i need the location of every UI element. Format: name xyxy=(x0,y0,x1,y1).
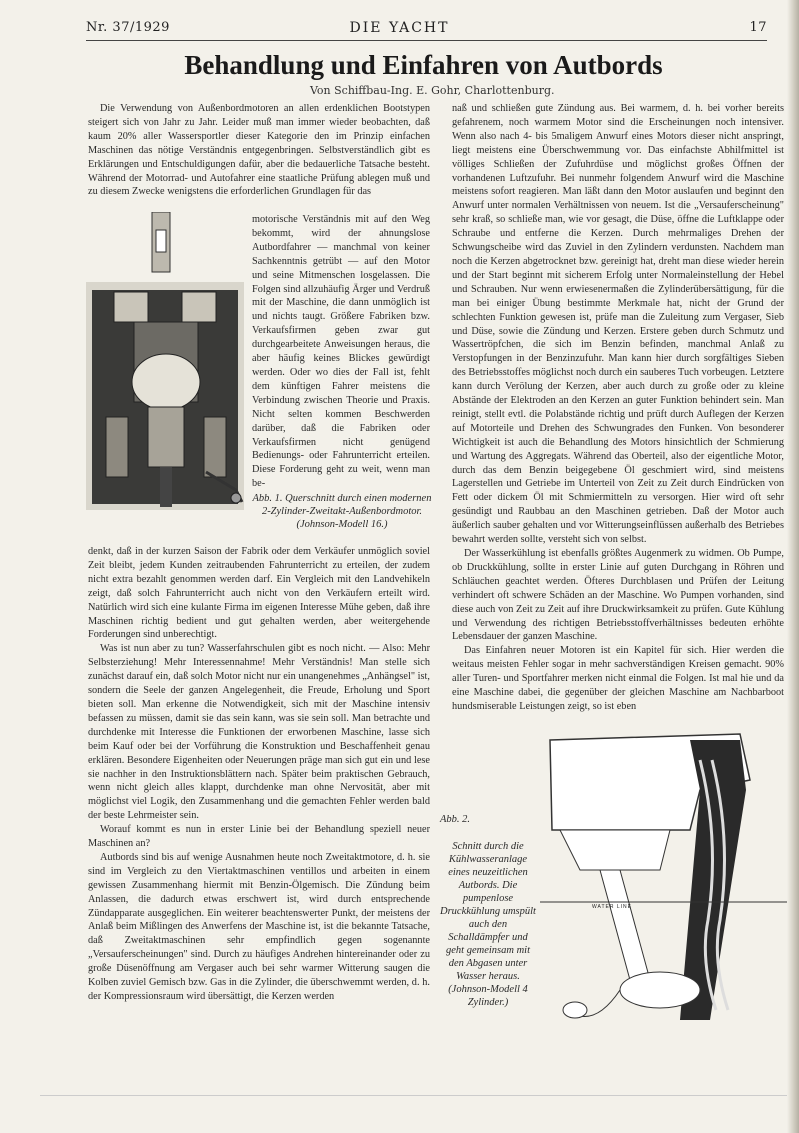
paragraph: Was ist nun aber zu tun? Wasserfahrschulen gibt es noch nicht. — Also: Mehr Selbsterziehung! Mehr Interessennahme! Mehr Verständnis! Man stelle sich zunächst darauf ein, daß solch Motor nicht nur ein unangenehmes „Anhängsel" ist, sondern die Seele der ganzen Angelegenheit, die Freude, Erholung und Sport bieten soll. Man erkenne die Notwendigkeit, sich mit der Maschine intensiv befassen zu müssen, damit sie das sein kann, was sie sein soll. Man betrachte und durchdenke mit Interesse die Funktionen der erworbenen Maschine, lasse sich beim Kauf oder bei der Vorführung die Konstruktion und Beschaffenheit genau erklären. Besondere Eigenheiten oder Neuerungen präge man sich gut ein und lese sie nachher in den Instruktionsblättern nach. Später beim praktischen Gebrauch, wenn nicht gleich alles klappt, durchdenke man ohne Nervosität, aber mit möglichst viel Logik, den Zusammenhang und die gemachten Fehler werden bald der beste Lehrmeister sein. xyxy=(88,643,430,822)
paragraph: naß und schließen gute Zündung aus. Bei warmem, d. h. bei vorher bereits gefahrenem, noch warmem Motor sind die Erscheinungen noch intensiver. Wenn also nach 4- bis 5maligem Anwurf eines Motors dieser nicht anspringt, liegt meistens eine Überschwemmung vor. Das einfachste Abhilfmittel ist völliges Schließen der Zufuhrdüse und möglichst großes Öffnen der vorhandenen Luftzufuhr. Bei nunmehr folgendem Anwurf wird die Maschine meistens sofort reagieren. Man läßt dann den Motor auslaufen und beginnt den Anwurf unter normalen Verhältnissen von neuem. Ist die „Versauferscheinung" sehr kraß, so schließe man, wie vor gesagt, die Düse, öffne die Luftklappe oder Schraube und entferne die Kerzen. Durch mehrmaliges Drehen der Schwungscheibe wird das Zuviel in den Zylindern verdunsten. Nachdem man noch die Kerzen abgetrocknet bzw. gereinigt hat, dreht man diese wieder herein und der Start beginnt mit sicherem Erfolg unter Normaleinstellung der Hebel und Schrauben. Nur wenn erwiesenermaßen die Zylinderübersättigung, für die man bei einiger Übung bestimmte Merkmale hat, nicht der Grund der schlechten Funktion gewesen ist, prüfe man die Zuleitung zum Vergaser, Sieb und Düse, sowie die Zündung und Kerzen. Erstere geben durch Schmutz und Wassertröpfchen, die sich im Benzin befinden, manchmal Anlaß zu Verstopfungen in der Benzinzufuhr. Man kann hier durch sorgfältiges Sieben des Betriebsstoffes möglichst noch durch ein sauberes Tuch vorbeugen. Letztere kann durch Verölung der Kerzen, aber auch durch zu große oder zu kleine Abstände der Elektroden an den Kerzen an guter Funktion behindert sein. Man reinigt, stellt evtl. die Polabstände richtig und prüft durch Auflegen der Kerzen auf Motorteile und Drehen des Schwungrades den Funken. Von besonderer Wichtigkeit ist auch die Behandlung des Motors hinsichtlich der Schmierung und Wartung des Aggregats. Während das Oberteil, also der eigentliche Motor, durch das dem Benzin beigegebene Öl geschmiert wird, sind meistens Lagerstellen und Getriebe im Unterteil von Zeit zu Zeit durch Eindrücken von Fett oder dickem Öl mit Schmiermitteln zu versorgen. Hier wird oft sehr gesündigt und Raubbau an den Maschinen getrieben. Daß der Motor auch äußerlich sauber gehalten und vor Witterungseinflüssen außerhalb des Betriebes bewahrt werden sollte, versteht sich von selbst. xyxy=(452,103,784,546)
issue-number: Nr. 37/1929 xyxy=(86,20,170,35)
paragraph: Autbords sind bis auf wenige Ausnahmen heute noch Zweitaktmotore, d. h. sie sind im Vergleich zu den Viertaktmaschinen ventillos und arbeiten in einem gewissen Zusammenhang hiermit mit Benzin-Ölgemisch. Die Zündung beim Anlassen, die dadurch etwas erschwert ist, wird durch entsprechende Zündapparate ausgeglichen. Ein weiterer beachtenswerter Punkt, der meistens der Anlaß beim Mißlingen des Anwerfens der Maschine ist, ist die bekannte Tatsache, daß Zweitaktmaschinen sehr empfindlich gegen sogenannte „Versauferscheinungen" sind. Durch zu häufiges Andrehen hintereinander oder zu große Düsenöffnung am Vergaser auch bei sehr warmer Witterung saugen die Kolben zuviel Gemisch bzw. Gas in die Zylinder, die überschwemmt werden, d. h. der Kompressionsraum wird übersättigt, die Kerzen werden xyxy=(88,851,430,1002)
figure-1-engine-cross-section xyxy=(86,212,246,520)
column-left-beside-figure xyxy=(252,213,430,491)
page-bottom-rule xyxy=(40,1095,799,1096)
header-rule xyxy=(86,40,767,41)
page-edge-shadow xyxy=(787,0,799,1133)
page-number: 17 xyxy=(749,20,767,35)
figure-2-cooling-system xyxy=(540,720,790,1026)
paragraph: motorische Verständnis mit auf den Weg bekommt, wird der ahnungslose Autbordfahrer — manchmal von keiner Sachkenntnis getrübt — auf den Motor und seine Mitmenschen losgelassen. Die Folgen sind allzuhäufig Ärger und Verdruß mit der Maschine, die dann unmöglich ist und nichts taugt. Größere Fabriken bzw. Verkaufsfirmen geben zwar gut durchgearbeitete Anweisungen heraus, die aber häufig keines Blickes gewürdigt werden. Oder wo dies der Fall ist, fehlt dem künftigen Fahrer meistens die Verbindung zwischen Theorie und Praxis. Nicht selten kommen Beschwerden darüber, daß die Fabriken oder Verkaufsfirmen nicht genügend Bedienungs- oder Fahrunterricht erteilen. Diese Forderung geht zu weit, wenn man be- xyxy=(252,214,430,490)
paragraph: Das Einfahren neuer Motoren ist ein Kapitel für sich. Hier werden die weitaus meisten Fehler sogar in mehr sachverständigen Kreisen gemacht. 90% aller Turen- und Sportfahrer merken nicht einmal die Folgen. Ist mal hie und da eine Maschine dabei, die gegenüber der gleichen Maschine am Nachbarboot hundsmiserable Leistungen zeigt, so ist eben xyxy=(452,645,784,712)
engine-cross-section-drawing xyxy=(86,212,246,520)
paragraph: Die Verwendung von Außenbordmotoren an allen erdenklichen Bootstypen steigert sich von Jahr zu Jahr. Leider muß man immer wieder beobachten, daß kaum 20% aller Wassersportler dieser Kategorie den im Prinzip einfachen Maschinen das nötige Verständnis entgegenbringen. Selbstverständlich gibt es Erklärungen und Entschuldigungen dafür, aber die bedauerliche Tatsache besteht. Während der Motorrad- und Autofahrer eine staatliche Prüfung ablegen muß und zu diesem Zwecke wenigstens die erforderlichen Grundlagen für das xyxy=(88,103,430,198)
water-line-label: WATER LINE xyxy=(592,904,633,910)
figure-1-caption: Abb. 1. Querschnitt durch einen modernen 2-Zylinder-Zweitakt-Außenbordmotor. (Johnson-Modell 16.) xyxy=(252,493,432,530)
article-title: Behandlung und Einfahren von Autbords xyxy=(184,50,663,80)
cooling-system-drawing xyxy=(540,720,790,1026)
magazine-title: DIE YACHT xyxy=(349,20,450,36)
figure-2-caption: Schnitt durch die Kühlwasseranlage eines neuzeitlichen Autbords. Die pumpenlose Druckkühlung umspült auch den Schalldämpfer und geht gemeinsam mit den Abgasen unter Wasser heraus. (Johnson-Modell 4 Zylinder.) xyxy=(440,841,536,1008)
figure-2-caption-label: Abb. 2. xyxy=(440,814,471,825)
column-left-top xyxy=(88,102,430,199)
column-left-bottom xyxy=(88,545,430,1004)
paragraph: denkt, daß in der kurzen Saison der Fabrik oder dem Verkäufer unmöglich soviel Zeit bleibt, jedem Kunden zeitraubenden Fahrunterricht zu erteilen, der zudem nicht extra bezahlt genommen werden darf. Ein Vergleich mit den Landvehikeln zeigt, daß solch Fahrunterricht auch nicht von den Verkäufern erteilt wird. Natürlich wird sich eine kulante Firma im eigenen Interesse Mühe geben, daß ihre Maschinen richtig bedient und gut gehalten werden, aber weitergehende Forderungen sind unberechtigt. xyxy=(88,546,430,641)
paragraph: Worauf kommt es nun in erster Linie bei der Behandlung speziell neuer Maschinen an? xyxy=(88,824,430,850)
paragraph: Der Wasserkühlung ist ebenfalls größtes Augenmerk zu widmen. Ob Pumpe, ob Druckkühlung, sollte in erster Linie auf guten Durchgang in Röhren und Schläuchen geachtet werden. Öfteres Durchblasen und Prüfen der Leitung verhindert oft schwere Schäden an der Maschine. Wo Pumpen vorhanden, sind diese auch von Zeit zu Zeit auf ihre Druckwirksamkeit zu prüfen. Gute Kühlung und Verwendung des richtigen Betriebsstoffverhältnisses bedeuten erhöhte Lebensdauer der ganzen Maschine. xyxy=(452,548,784,643)
article-byline: Von Schiffbau-Ing. E. Gohr, Charlottenburg. xyxy=(310,84,555,97)
column-right xyxy=(452,102,784,714)
